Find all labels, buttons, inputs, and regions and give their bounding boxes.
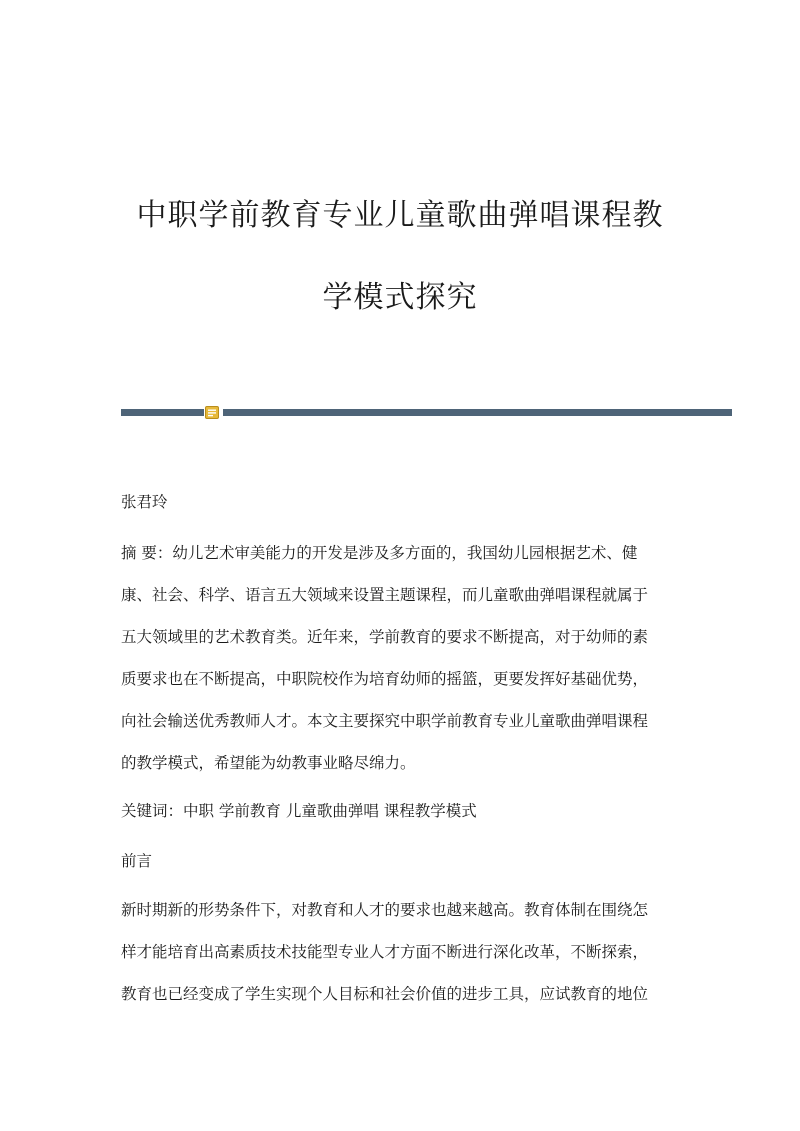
abstract-line: 康、社会、科学、语言五大领域来设置主题课程，而儿童歌曲弹唱课程就属于 [121,586,649,604]
abstract-line: 摘 要：幼儿艺术审美能力的开发是涉及多方面的，我国幼儿园根据艺术、健 [121,544,638,562]
title-divider-left [121,409,204,416]
document-icon [205,406,219,419]
document-title-line-1: 中职学前教育专业儿童歌曲弹唱课程教 [136,198,664,233]
title-divider-right [223,409,732,416]
abstract-line: 五大领域里的艺术教育类。近年来，学前教育的要求不断提高，对于幼师的素 [121,628,649,646]
keywords: 关键词：中职 学前教育 儿童歌曲弹唱 课程教学模式 [121,802,477,820]
abstract-line: 的教学模式，希望能为幼教事业略尽绵力。 [121,754,416,772]
body-line: 新时期新的形势条件下，对教育和人才的要求也越来越高。教育体制在围绕怎 [121,901,649,919]
author-name: 张君玲 [121,493,168,511]
body-line: 教育也已经变成了学生实现个人目标和社会价值的进步工具，应试教育的地位 [121,985,649,1003]
document-title-line-2: 学模式探究 [322,280,478,315]
body-line: 样才能培育出高素质技术技能型专业人才方面不断进行深化改革，不断探索， [121,943,649,961]
abstract-line: 质要求也在不断提高，中职院校作为培育幼师的摇篮，更要发挥好基础优势， [121,670,649,688]
abstract-line: 向社会输送优秀教师人才。本文主要探究中职学前教育专业儿童歌曲弹唱课程 [121,712,649,730]
section-heading-preface: 前言 [121,852,153,870]
